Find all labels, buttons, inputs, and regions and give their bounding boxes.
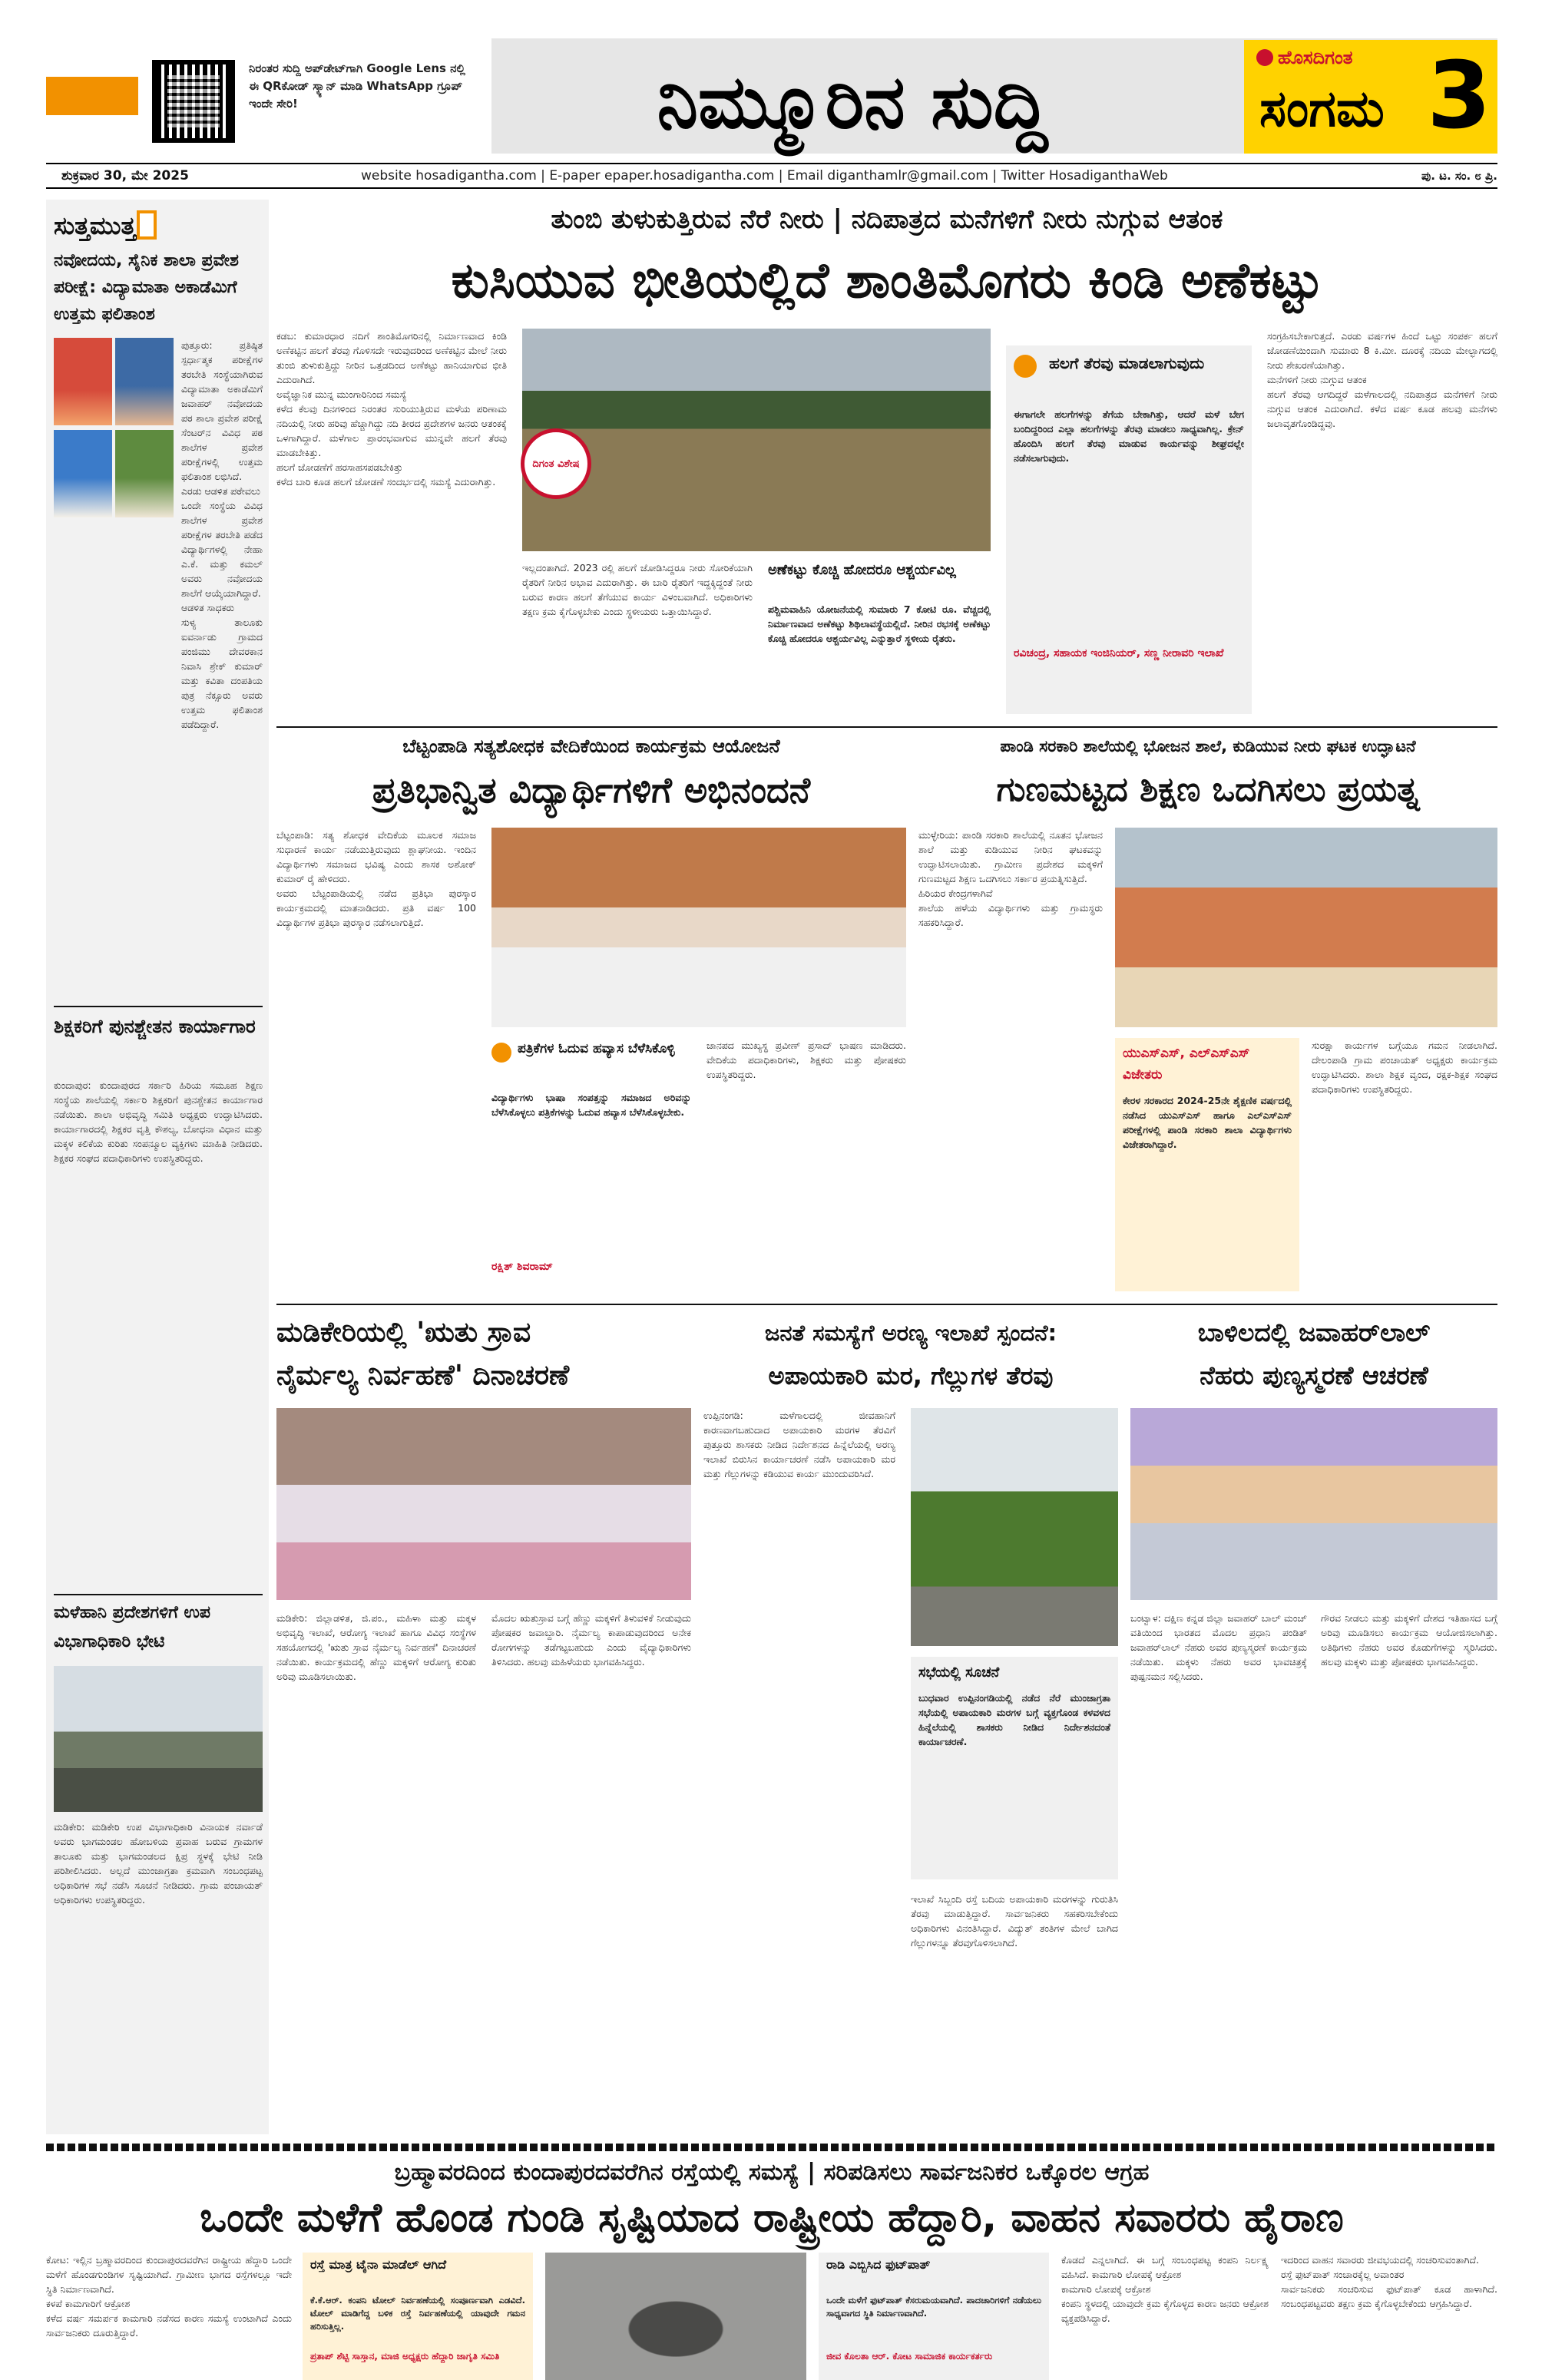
bettampady-event-photo	[491, 828, 906, 1027]
nehru-event-photo	[1130, 1408, 1497, 1600]
bottom-col-1: ಕೋಟ: ಇಲ್ಲಿನ ಬ್ರಹ್ಮಾವರದಿಂದ ಕುಂದಾಪುರದವರೆಗಿನ ರಾಷ್ಟ್ರೀಯ ಹೆದ್ದಾರಿ ಒಂದೇ ಮಳೆಗೆ ಹೊಂಡಗುಂಡಿಗಳ ಸೃಷ್ಟಿಯಾಗಿದೆ. ಗ್ರಾಮೀಣ ಭಾಗದ ರಸ್ತೆಗಳಲ್ಲೂ ಇದೇ ಸ್ಥಿತಿ ನಿರ್ಮಾಣವಾಗಿದೆ. ಕಳಪೆ ಕಾಮಗಾರಿಗೆ ಆಕ್ರೋಶ ಕಳೆದ ವರ್ಷ ಸಮರ್ಪಕ ಕಾಮಗಾರಿ ನಡೆಸದ ಕಾರಣ ಸಮಸ್ಯೆ ಉಂಟಾಗಿದೆ ಎಂದು ಸಾರ್ವಜನಿಕರು ದೂರುತ್ತಿದ್ದಾರೆ.	[46, 2254, 292, 2339]
sidebar-story3-headline: ಮಳೆಹಾನಿ ಪ್ರದೇಶಗಳಿಗೆ ಉಪ ವಿಭಾಗಾಧಿಕಾರಿ ಭೇಟಿ	[54, 1603, 211, 1651]
sidebar-story3-body: ಮಡಿಕೇರಿ: ಮಡಿಕೇರಿ ಉಪ ವಿಭಾಗಾಧಿಕಾರಿ ವಿನಾಯಕ ನರ್ವಾಡೆ ಅವರು ಭಾಗಮಂಡಲ ಹೋಬಳಿಯ ಪ್ರವಾಹ ಬರುವ ಗ್ರಾಮಗಳ ತಾಲೂಕು ಮತ್ತು ಭಾಗಮಂಡಲದ ಕ್ಷಿಪ್ರ ಸ್ಥಳಕ್ಕೆ ಭೇಟಿ ನೀಡಿ ಪರಿಶೀಲಿಸಿದರು. ಅಲ್ಲದೆ ಮುಂಜಾಗ್ರತಾ ಕ್ರಮವಾಗಿ ಸಂಬಂಧಪಟ್ಟ ಅಧಿಕಾರಿಗಳ ಸಭೆ ನಡೆಸಿ ಸೂಚನೆ ನೀಡಿದರು. ಗ್ರಾಮ ಪಂಚಾಯತ್ ಅಧಿಕಾರಿಗಳು ಉಪಸ್ಥಿತರಿದ್ದರು.	[54, 1821, 266, 1906]
lead-col-2: ಇಲ್ಲದಂತಾಗಿದೆ. 2023 ರಲ್ಲಿ ಹಲಗೆ ಜೋಡಿಸಿದ್ದರೂ ನೀರು ಸೋರಿಕೆಯಾಗಿ ರೈತರಿಗೆ ನೀರಿನ ಅಭಾವ ಎದುರಾಗಿತ್ತು. ಈ ಬಾರಿ ರೈತರಿಗೆ ಇದ್ದಕ್ಕಿದ್ದಂತೆ ನೀರು ಬರುವ ಕಾರಣ ಹಲಗೆ ತೆಗೆಯುವ ಕಾರ್ಯ ವಿಳಂಬವಾಗಿದೆ. ಅಧಿಕಾರಿಗಳು ತಕ್ಷಣ ಕ್ರಮ ಕೈಗೊಳ್ಳಬೇಕು ಎಂದು ಸ್ಥಳೀಯರು ಒತ್ತಾಯಿಸಿದ್ದಾರೆ.	[522, 562, 756, 617]
bottom-box1-title: ರಸ್ತೆ ಮಾತ್ರ ಟೈನಾ ಮಾಡೆಲ್ ಆಗಿದೆ	[310, 2257, 447, 2272]
sidebar-story2-body: ಕುಂದಾಪುರ: ಕುಂದಾಪುರದ ಸರ್ಕಾರಿ ಹಿರಿಯ ಸಮೂಹ ಶಿಕ್ಷಣ ಸಂಸ್ಥೆಯ ಶಾಲೆಯಲ್ಲಿ ಸರ್ಕಾರಿ ಶಿಕ್ಷಕರಿಗೆ ಪುನಶ್ಚೇತನ ಕಾರ್ಯಾಗಾರ ನಡೆಯಿತು. ಶಾಲಾ ಅಭಿವೃದ್ಧಿ ಸಮಿತಿ ಅಧ್ಯಕ್ಷರು ಉದ್ಘಾಟಿಸಿದರು. ಕಾರ್ಯಾಗಾರದಲ್ಲಿ ಶಿಕ್ಷಕರ ವೃತ್ತಿ ಕೌಶಲ್ಯ, ಬೋಧನಾ ವಿಧಾನ ಮತ್ತು ಮಕ್ಕಳ ಕಲಿಕೆಯ ಕುರಿತು ಸಂಪನ್ಮೂಲ ವ್ಯಕ್ತಿಗಳು ಮಾಹಿತಿ ನೀಡಿದರು. ಶಿಕ್ಷಕರ ಸಂಘದ ಪದಾಧಿಕಾರಿಗಳು ಉಪಸ್ಥಿತರಿದ್ದರು.	[54, 1079, 266, 1164]
sidebar-story1-body: ಪುತ್ತೂರು: ಪ್ರತಿಷ್ಠಿತ ಸ್ಪರ್ಧಾತ್ಮಕ ಪರೀಕ್ಷೆಗಳ ತರಬೇತಿ ಸಂಸ್ಥೆಯಾಗಿರುವ ವಿದ್ಯಾಮಾತಾ ಅಕಾಡೆಮಿಗೆ ಜವಾಹರ್ ನವೋದಯ ಪಠ ಶಾಲಾ ಪ್ರವೇಶ ಪರೀಕ್ಷೆ ಸೆಂಟರ್‌ನ ವಿವಿಧ ಪಠ ಶಾಲೆಗಳ ಪ್ರವೇಶ ಪರೀಕ್ಷೆಗಳಲ್ಲಿ ಉತ್ತಮ ಫಲಿತಾಂಶ ಲಭಿಸಿದೆ. ಎರಡು ಆಡಳಿತ ಪಠೇವಲು ಒಂದೇ ಸಂಸ್ಥೆಯ ವಿವಿಧ ಶಾಲೆಗಳ ಪ್ರವೇಶ ಪರೀಕ್ಷೆಗಳ ತರಬೇತಿ ಪಡೆದ ವಿದ್ಯಾರ್ಥಿಗಳಲ್ಲಿ ನೇಹಾ ಎ.ಕೆ. ಮತ್ತು ಕಮಲ್ ಅವರು ನವೋದಯ ಶಾಲೆಗೆ ಆಯ್ಕೆಯಾಗಿದ್ದಾರೆ. ಆಡಳಿತ ಸಾಧಕರು ಸುಳ್ಯ ತಾಲೂಕು ಐವರ್ನಾಡು ಗ್ರಾಮದ ಪಂಜಿಮು ದೇವರಕಾನ ನಿವಾಸಿ ಶ್ರೇಕ್ ಕುಮಾರ್ ಮತ್ತು ಕವಿತಾ ದಂಪತಿಯ ಪುತ್ರ ನೆಕ್ಸೂರು ಅವರು ಉತ್ತಮ ಫಲಿತಾಂಶ ಪಡೆದಿದ್ದಾರೆ.	[181, 339, 263, 730]
pandi-col-2: ಸುರಕ್ಷಾ ಕಾರ್ಯಗಳ ಬಗ್ಗೆಯೂ ಗಮನ ನೀಡಲಾಗಿದೆ. ದೇಲಂಪಾಡಿ ಗ್ರಾಮ ಪಂಚಾಯತ್ ಅಧ್ಯಕ್ಷರು ಕಾರ್ಯಕ್ರಮ ಉದ್ಘಾಟಿಸಿದರು. ಶಾಲಾ ಶಿಕ್ಷಕ ವೃಂದ, ರಕ್ಷಕ-ಶಿಕ್ಷಕ ಸಂಘದ ಪದಾಧಿಕಾರಿಗಳು ಉಪಸ್ಥಿತರಿದ್ದರು.	[1312, 1040, 1501, 1095]
masthead	[0, 0, 1542, 192]
sidebar-story3-photo	[54, 1666, 263, 1812]
bottom-col-3: ಕೊಡದೆ ಎನ್ನಲಾಗಿದೆ. ಈ ಬಗ್ಗೆ ಸಂಬಂಧಪಟ್ಟ ಕಂಪನಿ ನಿರ್ಲಕ್ಷ್ಯ ವಹಿಸಿದೆ. ಕಾಮಗಾರಿ ಲೋಪಕ್ಕೆ ಆಕ್ರೋಶ ಕಾಮಗಾರಿ ಲೋಪಕ್ಕೆ ಆಕ್ರೋಶ ಕಂಪನಿ ಸ್ಥಳದಲ್ಲಿ ಯಾವುದೇ ಕ್ರಮ ಕೈಗೊಳ್ಳದ ಕಾರಣ ಜನರು ಆಕ್ರೋಶ ವ್ಯಕ್ತಪಡಿಸಿದ್ದಾರೆ.	[1061, 2254, 1269, 2324]
bottom-box-1	[303, 2253, 533, 2380]
issue-date: ಶುಕ್ರವಾರ 30, ಮೇ 2025	[61, 168, 189, 183]
bettampady-box-title: ಪತ್ರಿಕೆಗಳ ಓದುವ ಹವ್ಯಾಸ ಬೆಳೆಸಿಕೊಳ್ಳಿ	[518, 1041, 675, 1056]
nehru-headline-2: ನೆಹರು ಪುಣ್ಯಸ್ಮರಣೆ ಆಚರಣೆ	[1200, 1360, 1428, 1390]
orange-block	[46, 77, 138, 115]
madikeri-col-1: ಮಡಿಕೇರಿ: ಜಿಲ್ಲಾಡಳಿತ, ಜಿ.ಪಂ., ಮಹಿಳಾ ಮತ್ತು ಮಕ್ಕಳ ಅಭಿವೃದ್ಧಿ ಇಲಾಖೆ, ಆರೋಗ್ಯ ಇಲಾಖೆ ಹಾಗೂ ವಿವಿಧ ಸಂಸ್ಥೆಗಳ ಸಹಯೋಗದಲ್ಲಿ 'ಋತು ಸ್ರಾವ ನೈರ್ಮಲ್ಯ ನಿರ್ವಹಣೆ' ದಿನಾಚರಣೆ ನಡೆಯಿತು. ಕಾರ್ಯಕ್ರಮದಲ್ಲಿ ಹೆಣ್ಣು ಮಕ್ಕಳಿಗೆ ಆರೋಗ್ಯ ಕುರಿತು ಅರಿವು ಮೂಡಿಸಲಾಯಿತು.	[276, 1612, 479, 1682]
lead-box1-text: ಈಗಾಗಲೇ ಹಲಗೆಗಳನ್ನು ತೆಗೆಯ ಬೇಕಾಗಿತ್ತು, ಆದರೆ ಮಳೆ ಬೇಗ ಬಂದಿದ್ದರಿಂದ ಎಲ್ಲಾ ಹಲಗೆಗಳನ್ನು ತೆರವು ಮಾಡಲು ಸಾಧ್ಯವಾಗಿಲ್ಲ. ಕ್ರೇನ್ ಹೊಂದಿಸಿ ಹಲಗೆ ತೆರವು ಮಾಡುವ ಕಾರ್ಯವನ್ನು ಶೀಘ್ರದಲ್ಲೇ ನಡೆಸಲಾಗುವುದು.	[1014, 408, 1248, 464]
madikeri-event-photo	[276, 1408, 691, 1600]
lead-box-2	[768, 560, 994, 712]
bettampady-box	[491, 1038, 695, 1291]
bottom-box1-text: ಕೆ.ಕೆ.ಆರ್. ಕಂಪನಿ ಟೋಲ್ ನಿರ್ವಹಣೆಯಲ್ಲಿ ಸಂಪೂರ್ಣವಾಗಿ ಎಡವಿದೆ. ಟೋಲ್ ಮಾಡಿಗೆದ್ದ ಬಳಿಕ ರಸ್ತೆ ನಿರ್ವಹಣೆಯಲ್ಲಿ ಯಾವುದೇ ಗಮನ ಹರಿಸುತ್ತಿಲ್ಲ.	[310, 2295, 529, 2332]
bottom-box2-text: ಒಂದೇ ಮಳೆಗೆ ಫುಟ್‌ಪಾತ್ ಕೆಸರುಮಯವಾಗಿದೆ. ಪಾದಚಾರಿಗಳಿಗೆ ನಡೆಯಲು ಸಾಧ್ಯವಾಗದ ಸ್ಥಿತಿ ನಿರ್ಮಾಣವಾಗಿದೆ.	[826, 2295, 1045, 2319]
forest-headline-2: ಅಪಾಯಕಾರಿ ಮರ, ಗೆಲ್ಲುಗಳ ತೆರವು	[768, 1361, 1054, 1390]
brand-name: ಹೊಸದಿಗಂತ	[1278, 47, 1353, 68]
bottom-box2-title: ರಾಡಿ ಎಬ್ಬಿಸಿದ ಫುಟ್‌ಪಾತ್	[826, 2257, 931, 2272]
lead-box1-title: ಹಲಗೆ ತೆರವು ಮಾಡಲಾಗುವುದು	[1049, 354, 1205, 372]
bettampady-story	[276, 731, 909, 1299]
pandi-box-text: ಕೇರಳ ಸರಕಾರದ 2024-25ನೇ ಶೈಕ್ಷಣಿಕ ವರ್ಷದಲ್ಲಿ ನಡೆಸಿದ ಯುಎಸ್‌ಎಸ್ ಹಾಗೂ ಎಲ್‌ಎಸ್‌ಎಸ್ ಪರೀಕ್ಷೆಗಳಲ್ಲಿ ಪಾಂಡಿ ಸರಕಾರಿ ಶಾಲಾ ವಿದ್ಯಾರ್ಥಿಗಳು ವಿಜೇತರಾಗಿದ್ದಾರೆ.	[1123, 1095, 1295, 1150]
pandi-story	[918, 731, 1501, 1299]
bottom-separator-band	[46, 2144, 1497, 2151]
forest-tree-photo	[911, 1408, 1118, 1646]
pandi-box	[1115, 1038, 1299, 1291]
bottom-story	[46, 2157, 1497, 2380]
qr-instruction-text: ನಿರಂತರ ಸುದ್ದಿ ಅಪ್‌ಡೇಟ್‌ಗಾಗಿ Google Lens ನಲ್ಲಿ ಈ QRಕೋಡ್ ಸ್ಕ್ಯಾನ್ ಮಾಡಿ WhatsApp ಗ್ರೂಪ್ ಇಂದೇ ಸೇರಿ!	[249, 61, 465, 111]
pothole-photo	[545, 2253, 806, 2380]
qr-code[interactable]	[152, 60, 235, 143]
lead-kicker: ತುಂಬಿ ತುಳುಕುತ್ತಿರುವ ನೆರೆ ನೀರು | ನದಿಪಾತ್ರದ ಮನೆಗಳಿಗೆ ನೀರು ನುಗ್ಗುವ ಆತಂಕ	[551, 204, 1223, 235]
edition-name: ಸಂಗಮ	[1259, 79, 1385, 138]
nehru-story	[1130, 1311, 1501, 2134]
lead-box2-text: ಪಶ್ಚಿಮವಾಹಿನಿ ಯೋಜನೆಯಲ್ಲಿ ಸುಮಾರು 7 ಕೋಟಿ ರೂ. ವೆಚ್ಚದಲ್ಲಿ ನಿರ್ಮಾಣವಾದ ಅಣೆಕಟ್ಟು ಶಿಥಿಲಾವಸ್ಥೆಯಲ್ಲಿದೆ. ನೀರಿನ ರಭಸಕ್ಕೆ ಅಣೆಕಟ್ಟು ಕೊಚ್ಚಿ ಹೋದರೂ ಆಶ್ಚರ್ಯವಿಲ್ಲ ಎನ್ನುತ್ತಾರೆ ಸ್ಥಳೀಯ ರೈತರು.	[768, 603, 994, 644]
sidebar-divider-2	[54, 1594, 263, 1595]
pandi-box-title: ಯುಎಸ್‌ಎಸ್, ಎಲ್‌ಎಸ್‌ಎಸ್ ವಿಜೇತರು	[1123, 1046, 1250, 1083]
forest-box-text: ಬುಧವಾರ ಉಪ್ಪಿನಂಗಡಿಯಲ್ಲಿ ನಡೆದ ನೆರೆ ಮುಂಜಾಗ್ರತಾ ಸಭೆಯಲ್ಲಿ ಅಪಾಯಕಾರಿ ಮರಗಳ ಬಗ್ಗೆ ವ್ಯಕ್ತಗೊಂಡ ಕಳವಳದ ಹಿನ್ನೆಲೆಯಲ್ಲಿ ಶಾಸಕರು ನೀಡಿದ ನಿರ್ದೇಶನದಂತೆ ಕಾರ್ಯಾಚರಣೆ.	[918, 1692, 1114, 1747]
divider-mid	[276, 1304, 1497, 1305]
pandi-event-photo	[1115, 828, 1497, 1027]
madikeri-col-2: ಮೊದಲ ಋತುಸ್ರಾವ ಬಗ್ಗೆ ಹೆಣ್ಣು ಮಕ್ಕಳಿಗೆ ತಿಳುವಳಿಕೆ ನೀಡುವುದು ಪೋಷಕರ ಜವಾಬ್ದಾರಿ. ನೈರ್ಮಲ್ಯ ಕಾಪಾಡುವುದರಿಂದ ಅನೇಕ ರೋಗಗಳನ್ನು ತಡೆಗಟ್ಟಬಹುದು ಎಂದು ವೈದ್ಯಾಧಿಕಾರಿಗಳು ತಿಳಿಸಿದರು. ಹಲವು ಮಹಿಳೆಯರು ಭಾಗವಹಿಸಿದ್ದರು.	[491, 1612, 694, 1668]
lead-river-photo	[522, 329, 991, 551]
pandi-kicker: ಪಾಂಡಿ ಸರಕಾರಿ ಶಾಲೆಯಲ್ಲಿ ಭೋಜನ ಶಾಲೆ, ಕುಡಿಯುವ ನೀರು ಘಟಕ ಉದ್ಘಾಟನೆ	[1000, 737, 1416, 755]
bettampady-col-3: ಜಾನಪದ ಮುಖ್ಯಸ್ಥ ಪ್ರವೀಣ್ ಪ್ರಸಾದ್ ಭಾಷಣ ಮಾಡಿದರು. ವೇದಿಕೆಯ ಪದಾಧಿಕಾರಿಗಳು, ಶಿಕ್ಷಕರು ಮತ್ತು ಪೋಷಕರು ಉಪಸ್ಥಿತರಿದ್ದರು.	[706, 1040, 909, 1080]
bottom-box-2	[819, 2253, 1049, 2380]
madikeri-headline-2: ನೈರ್ಮಲ್ಯ ನಿರ್ವಹಣೆ' ದಿನಾಚರಣೆ	[276, 1360, 570, 1391]
forest-col-2: ಇಲಾಖೆ ಸಿಬ್ಬಂದಿ ರಸ್ತೆ ಬದಿಯ ಅಪಾಯಕಾರಿ ಮರಗಳನ್ನು ಗುರುತಿಸಿ ತೆರವು ಮಾಡುತ್ತಿದ್ದಾರೆ. ಸಾರ್ವಜನಿಕರು ಸಹಕರಿಸಬೇಕೆಂದು ಅಧಿಕಾರಿಗಳು ವಿನಂತಿಸಿದ್ದಾರೆ. ವಿದ್ಯುತ್ ತಂತಿಗಳ ಮೇಲೆ ಬಾಗಿದ ಗೆಲ್ಲುಗಳನ್ನೂ ತೆರವುಗೊಳಿಸಲಾಗಿದೆ.	[911, 1893, 1121, 1949]
bettampady-kicker: ಬೆಟ್ಟಂಪಾಡಿ ಸತ್ಯಶೋಧಕ ವೇದಿಕೆಯಿಂದ ಕಾರ್ಯಕ್ರಮ ಆಯೋಜನೆ	[402, 735, 780, 757]
digantha-special-badge	[521, 428, 591, 499]
pandi-headline: ಗುಣಮಟ್ಟದ ಶಿಕ್ಷಣ ಒದಗಿಸಲು ಪ್ರಯತ್ನ	[996, 770, 1420, 809]
brand-logo-icon	[1256, 49, 1273, 66]
page-code: ಪು. ಟ. ಸಂ. ೮ ಪ್ರಿ.	[1421, 169, 1497, 183]
lead-box-1	[1006, 345, 1252, 714]
lead-col-3: ಸಂಗ್ರಹಿಸಬೇಕಾಗುತ್ತದೆ. ಎರಡು ವರ್ಷಗಳ ಹಿಂದೆ ಒಟ್ಟು ಸಂಪರ್ಕ ಹಲಗೆ ಜೋಡಣೆಯಿಂದಾಗಿ ಸುಮಾರು 8 ಕಿ.ಮೀ. ದೂರಕ್ಕೆ ನದಿಯ ಮೇಲ್ಭಾಗದಲ್ಲಿ ನೀರು ಶೇಖರಣೆಯಾಗಿತ್ತು. ಮನೆಗಳಿಗೆ ನೀರು ನುಗ್ಗುವ ಆತಂಕ ಹಲಗೆ ತೆರವು ಆಗದಿದ್ದರೆ ಮಳೆಗಾಲದಲ್ಲಿ ನದಿಪಾತ್ರದ ಮನೆಗಳಿಗೆ ನೀರು ನುಗ್ಗುವ ಆತಂಕ ಎದುರಾಗಿದೆ. ಕಳೆದ ವರ್ಷ ಕೂಡ ಹಲವು ಮನೆಗಳು ಜಲಾವೃತಗೊಂಡಿದ್ದವು.	[1267, 330, 1497, 429]
nehru-headline-1: ಬಾಳಿಲದಲ್ಲಿ ಜವಾಹರ್‌ಲಾಲ್	[1197, 1317, 1431, 1347]
sidebar-story1-headline: ನವೋದಯ, ಸೈನಿಕ ಶಾಲಾ ಪ್ರವೇಶ ಪರೀಕ್ಷೆ: ವಿದ್ಯಾಮಾತಾ ಅಕಾಡೆಮಿಗೆ ಉತ್ತಮ ಫಲಿತಾಂಶ	[54, 251, 239, 324]
pandi-col-1: ಮುಳ್ಳೇರಿಯ: ಪಾಂಡಿ ಸರಕಾರಿ ಶಾಲೆಯಲ್ಲಿ ನೂತನ ಭೋಜನ ಶಾಲೆ ಮತ್ತು ಕುಡಿಯುವ ನೀರಿನ ಘಟಕವನ್ನು ಉದ್ಘಾಟಿಸಲಾಯಿತು. ಗ್ರಾಮೀಣ ಪ್ರದೇಶದ ಮಕ್ಕಳಿಗೆ ಗುಣಮಟ್ಟದ ಶಿಕ್ಷಣ ಒದಗಿಸಲು ಸರ್ಕಾರ ಪ್ರಯತ್ನಿಸುತ್ತಿದೆ. ಹಿರಿಯರ ಕೇಂದ್ರಗಳಾಗಿವೆ ಶಾಲೆಯ ಹಳೆಯ ವಿದ್ಯಾರ್ಥಿಗಳು ಮತ್ತು ಗ್ರಾಮಸ್ಥರು ಸಹಕರಿಸಿದ್ದಾರೆ.	[918, 829, 1103, 928]
accent-drop-icon	[1014, 355, 1037, 378]
accent-drop-icon	[491, 1043, 511, 1063]
sidebar-story2-headline: ಶಿಕ್ಷಕರಿಗೆ ಪುನಶ್ಚೇತನ ಕಾರ್ಯಾಗಾರ	[54, 1016, 256, 1037]
lead-headline: ಕುಸಿಯುವ ಭೀತಿಯಲ್ಲಿದೆ ಶಾಂತಿಮೊಗರು ಕಿಂಡಿ ಅಣೆಕಟ್ಟು	[451, 253, 1323, 309]
forest-col-1: ಉಪ್ಪಿನಂಗಡಿ: ಮಳೆಗಾಲದಲ್ಲಿ ಜೀವಹಾನಿಗೆ ಕಾರಣವಾಗಬಹುದಾದ ಅಪಾಯಕಾರಿ ಮರಗಳ ತೆರವಿಗೆ ಪುತ್ತೂರು ಶಾಸಕರು ನೀಡಿದ ನಿರ್ದೇಶನದ ಹಿನ್ನೆಲೆಯಲ್ಲಿ ಅರಣ್ಯ ಇಲಾಖೆ ಬಿರುಸಿನ ಕಾರ್ಯಾಚರಣೆ ನಡೆಸಿ ಅಪಾಯಕಾರಿ ಮರ ಮತ್ತು ಗೆಲ್ಲುಗಳನ್ನು ಕಡಿಯುವ ಕಾರ್ಯ ಮುಂದುವರಿಸಿದೆ.	[703, 1410, 898, 1479]
lead-box1-credit: ರವಿಚಂದ್ರ, ಸಹಾಯಕ ಇಂಜಿನಿಯರ್, ಸಣ್ಣ ನೀರಾವರಿ ಇಲಾಖೆ	[1014, 647, 1224, 659]
bottom-box1-credit: ಪ್ರತಾಪ್ ಶೆಟ್ಟಿ ಸಾಸ್ತಾನ, ಮಾಜಿ ಅಧ್ಯಕ್ಷರು ಹೆದ್ದಾರಿ ಜಾಗೃತಿ ಸಮಿತಿ	[310, 2351, 500, 2362]
bettampady-box-credit: ರಕ್ಷಿತ್ ಶಿವರಾಮ್	[491, 1261, 553, 1273]
bettampady-box-text: ವಿದ್ಯಾರ್ಥಿಗಳು ಭಾಷಾ ಸಂಪತ್ತನ್ನು ಸಮಾಜದ ಅರಿವನ್ನು ಬೆಳೆಸಿಕೊಳ್ಳಲು ಪತ್ರಿಕೆಗಳನ್ನು ಓದುವ ಹವ್ಯಾಸ ಬೆಳೆಸಿಕೊಳ್ಳಬೇಕು.	[491, 1092, 695, 1118]
sidebar-section-title: ಸುತ್ತಮುತ್ತ	[54, 211, 137, 240]
contact-links[interactable]: website hosadigantha.com | E-paper epaper.hosadigantha.com | Email diganthamlr@gmail.com | Twitter HosadiganthaWeb	[361, 168, 1168, 183]
madikeri-headline-1: ಮಡಿಕೇರಿಯಲ್ಲಿ 'ಋತು ಸ್ರಾವ	[276, 1317, 531, 1348]
book-icon	[137, 210, 157, 240]
bottom-kicker: ಬ್ರಹ್ಮಾವರದಿಂದ ಕುಂದಾಪುರದವರೆಗಿನ ರಸ್ತೆಯಲ್ಲಿ ಸಮಸ್ಯೆ | ಸರಿಪಡಿಸಲು ಸಾರ್ವಜನಿಕರ ಒಕ್ಕೊರಲ ಆಗ್ರಹ	[394, 2159, 1150, 2186]
bottom-col-4: ಇದರಿಂದ ವಾಹನ ಸವಾರರು ಜೀವಭಯದಲ್ಲಿ ಸಂಚರಿಸುವಂತಾಗಿದೆ. ರಸ್ತೆ ಫುಟ್‌ಪಾತ್ ಸಂಚಾರಕ್ಕೆಲ್ಲ ಅವಾಂತರ ಸಾರ್ವಜನಿಕರು ಸಂಚರಿಸುವ ಫುಟ್‌ಪಾತ್ ಕೂಡ ಹಾಳಾಗಿದೆ. ಸಂಬಂಧಪಟ್ಟವರು ತಕ್ಷಣ ಕ್ರಮ ಕೈಗೊಳ್ಳಬೇಕೆಂದು ಆಗ್ರಹಿಸಿದ್ದಾರೆ.	[1281, 2254, 1497, 2309]
bottom-box2-credit: ಜೀವ ಕೊಲತಾ ಆರ್. ಕೋಟ ಸಾಮಾಜಿಕ ಕಾರ್ಯಕರ್ತರು	[826, 2351, 993, 2362]
forest-story	[703, 1311, 1121, 2134]
sidebar-divider-1	[54, 1006, 263, 1007]
sidebar	[46, 200, 269, 2134]
nehru-col-1: ಬಂಟ್ವಾಳ: ದಕ್ಷಿಣ ಕನ್ನಡ ಜಿಲ್ಲಾ ಜವಾಹರ್ ಬಾಲ್ ಮಂಚ್ ವತಿಯಿಂದ ಭಾರತದ ಮೊದಲ ಪ್ರಧಾನಿ ಪಂಡಿತ್ ಜವಾಹರ್‌ಲಾಲ್ ನೆಹರು ಅವರ ಪುಣ್ಯಸ್ಮರಣೆ ಕಾರ್ಯಕ್ರಮ ನಡೆಯಿತು. ಮಕ್ಕಳು ನೆಹರು ಅವರ ಭಾವಚಿತ್ರಕ್ಕೆ ಪುಷ್ಪನಮನ ಸಲ್ಲಿಸಿದರು.	[1130, 1612, 1310, 1682]
forest-headline-1: ಜನತೆ ಸಮಸ್ಯೆಗೆ ಅರಣ್ಯ ಇಲಾಖೆ ಸ್ಪಂದನೆ:	[764, 1320, 1057, 1346]
madikeri-story	[276, 1311, 694, 2134]
lead-box2-title: ಅಣೆಕಟ್ಟು ಕೊಚ್ಚಿ ಹೋದರೂ ಆಶ್ಚರ್ಯವಿಲ್ಲ	[768, 562, 956, 578]
nehru-col-2: ಗೌರವ ನೀಡಲು ಮತ್ತು ಮಕ್ಕಳಿಗೆ ದೇಶದ ಇತಿಹಾಸದ ಬಗ್ಗೆ ಅರಿವು ಮೂಡಿಸಲು ಕಾರ್ಯಕ್ರಮ ಆಯೋಜಿಸಲಾಗಿತ್ತು. ಅತಿಥಿಗಳು ನೆಹರು ಅವರ ಕೊಡುಗೆಗಳನ್ನು ಸ್ಮರಿಸಿದರು. ಹಲವು ಮಕ್ಕಳು ಮತ್ತು ಪೋಷಕರು ಭಾಗವಹಿಸಿದ್ದರು.	[1321, 1612, 1501, 1668]
bettampady-headline: ಪ್ರತಿಭಾನ್ವಿತ ವಿದ್ಯಾರ್ಥಿಗಳಿಗೆ ಅಭಿನಂದನೆ	[372, 769, 811, 811]
forest-box-title: ಸಭೆಯಲ್ಲಿ ಸೂಚನೆ	[918, 1664, 1000, 1681]
bettampady-col-1: ಬೆಟ್ಟಂಪಾಡಿ: ಸತ್ಯ ಶೋಧಕ ವೇದಿಕೆಯ ಮೂಲಕ ಸಮಾಜ ಸುಧಾರಣೆ ಕಾರ್ಯ ನಡೆಯುತ್ತಿರುವುದು ಶ್ಲಾಘನೀಯ. ಇಂದಿನ ವಿದ್ಯಾರ್ಥಿಗಳು ಸಮಾಜದ ಭವಿಷ್ಯ ಎಂದು ಶಾಸಕ ಅಶೋಕ್ ಕುಮಾರ್ ರೈ ಹೇಳಿದರು. ಅವರು ಬೆಟ್ಟಂಪಾಡಿಯಲ್ಲಿ ನಡೆದ ಪ್ರತಿಭಾ ಪುರಸ್ಕಾರ ಕಾರ್ಯಕ್ರಮದಲ್ಲಿ ಮಾತನಾಡಿದರು. ಪ್ರತಿ ವರ್ಷ 100 ವಿದ್ಯಾರ್ಥಿಗಳ ಪ್ರತಿಭಾ ಪುರಸ್ಕಾರ ನಡೆಸಲಾಗುತ್ತಿದೆ.	[276, 829, 476, 928]
divider-lead	[276, 726, 1497, 728]
lead-col-1: ಕಡಬ: ಕುಮಾರಧಾರ ನದಿಗೆ ಶಾಂತಿಮೊಗರಿನಲ್ಲಿ ನಿರ್ಮಾಣವಾದ ಕಿಂಡಿ ಅಣೆಕಟ್ಟಿನ ಹಲಗೆ ತೆರವು ಗೊಳಿಸದೇ ಇರುವುದರಿಂದ ಅಣೆಕಟ್ಟಿನ ಮೇಲೆ ನೀರು ತುಂಬಿ ತುಳುಕುತ್ತಿದ್ದು ನೀರಿನ ಒತ್ತಡದಿಂದ ಅಣೆಕಟ್ಟು ಹಾನಿಯಾಗುವ ಭೀತಿ ಎದುರಾಗಿದೆ. ಅವೈಜ್ಞಾನಿಕ ಮುನ್ನ ಮುಂಗಾರಿನಿಂದ ಸಮಸ್ಯೆ ಕಳೆದ ಕೆಲವು ದಿನಗಳಿಂದ ನಿರಂತರ ಸುರಿಯುತ್ತಿರುವ ಮಳೆಯ ಪರಿಣಾಮ ನದಿಯಲ್ಲಿ ನೀರು ಹರಿವು ಹೆಚ್ಚಾಗಿದ್ದು ನದಿ ತೀರದ ಪ್ರದೇಶಗಳ ಜನರು ಆತಂಕಕ್ಕೆ ಒಳಗಾಗಿದ್ದಾರೆ. ಮಳೆಗಾಲ ಪ್ರಾರಂಭವಾಗುವ ಮುನ್ನವೇ ಹಲಗೆ ತೆರವು ಮಾಡಬೇಕಿತ್ತು. ಹಲಗೆ ಜೋಡಣೆಗೆ ಹರಸಾಹಸಪಡಬೇಕಿತ್ತು ಕಳೆದ ಬಾರಿ ಕೂಡ ಹಲಗೆ ಜೋಡಣೆ ಸಂದರ್ಭದಲ್ಲಿ ಸಮಸ್ಯೆ ಎದುರಾಗಿತ್ತು.	[276, 330, 507, 488]
page-number: 3	[1427, 43, 1491, 150]
masthead-title: ನಿಮ್ಮೂರಿನ ಸುದ್ದಿ	[657, 59, 1048, 145]
lead-story	[276, 200, 1497, 722]
forest-box	[911, 1657, 1118, 1879]
badge-text: ದಿಗಂತ ವಿಶೇಷ	[532, 458, 580, 470]
bottom-headline: ಒಂದೇ ಮಳೆಗೆ ಹೊಂಡ ಗುಂಡಿ ಸೃಷ್ಟಿಯಾದ ರಾಷ್ಟ್ರೀಯ ಹೆದ್ದಾರಿ, ವಾಹನ ಸವಾರರು ಹೈರಾಣ	[200, 2195, 1344, 2241]
